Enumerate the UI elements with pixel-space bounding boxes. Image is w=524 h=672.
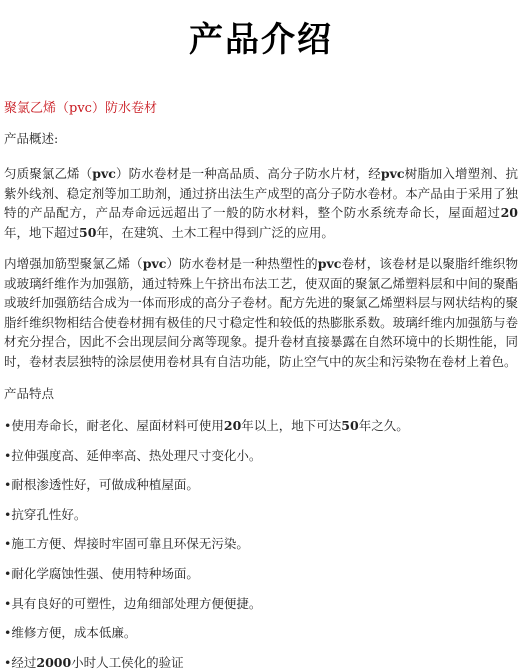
feature-item: •使用寿命长，耐老化、屋面材料可使用20年以上，地下可达50年之久。 bbox=[4, 418, 409, 433]
feature-item: •经过2000小时人工侯化的验证 bbox=[4, 654, 184, 670]
features-list bbox=[4, 417, 518, 672]
overview-paragraph-1: 匀质聚氯乙烯（pvc）防水卷材是一种高品质、高分子防水片材，经pvc树脂加入增塑剂、抗紫外线剂、稳定剂等加工助剂，通过挤出法生产成型的高分子防水卷材。本产品由于采用了独特的产品配方，产品寿命远远超出了一般的防水材料，整个防水系统寿命长，屋面超过20年，地下超过50年，在建筑、土木工程中得到广泛的应用。 bbox=[4, 166, 518, 240]
feature-item: •耐根渗透性好，可做成种植屋面。 bbox=[4, 477, 199, 493]
feature-item: •施工方便、焊接时牢固可靠且环保无污染。 bbox=[4, 536, 249, 552]
features-label: 产品特点 bbox=[4, 386, 55, 401]
feature-item: •耐化学腐蚀性强、使用特种场面。 bbox=[4, 565, 199, 581]
feature-item: •拉伸强度高、延伸率高、热处理尺寸变化小。 bbox=[4, 447, 262, 463]
feature-item: •具有良好的可塑性，边角细部处理方便便捷。 bbox=[4, 595, 262, 611]
overview-paragraph-2: 内增强加筋型聚氯乙烯（pvc）防水卷材是一种热塑性的pvc卷材，该卷材是以聚脂纤维织物或玻璃纤维作为加强筋，通过特殊上午挤出布法工艺，使双面的聚氯乙烯塑料层和中间的聚酯或玻纤加强筋结合成为一体而形成的高分子卷材。配方先进的聚氯乙烯塑料层与网状结构的聚脂纤维织物相结合使卷材拥有极佳的尺寸稳定性和较低的热膨胀系数。玻璃纤维内加强筋与卷材充分捏合，因此不会出现层间分离等现象。提升卷材直接暴露在自然环境中的长期性能，同时，卷材表层独特的涂层使用卷材具有自洁功能，防止空气中的灰尘和污染物在卷材上着色。 bbox=[4, 256, 518, 369]
feature-item: •维修方便，成本低廉。 bbox=[4, 625, 137, 641]
page-title: 产品介绍 bbox=[189, 20, 333, 60]
feature-item: •抗穿孔性好。 bbox=[4, 506, 87, 522]
product-subtitle: 聚氯乙烯（pvc）防水卷材 bbox=[4, 101, 157, 116]
overview-label: 产品概述: bbox=[4, 131, 59, 146]
